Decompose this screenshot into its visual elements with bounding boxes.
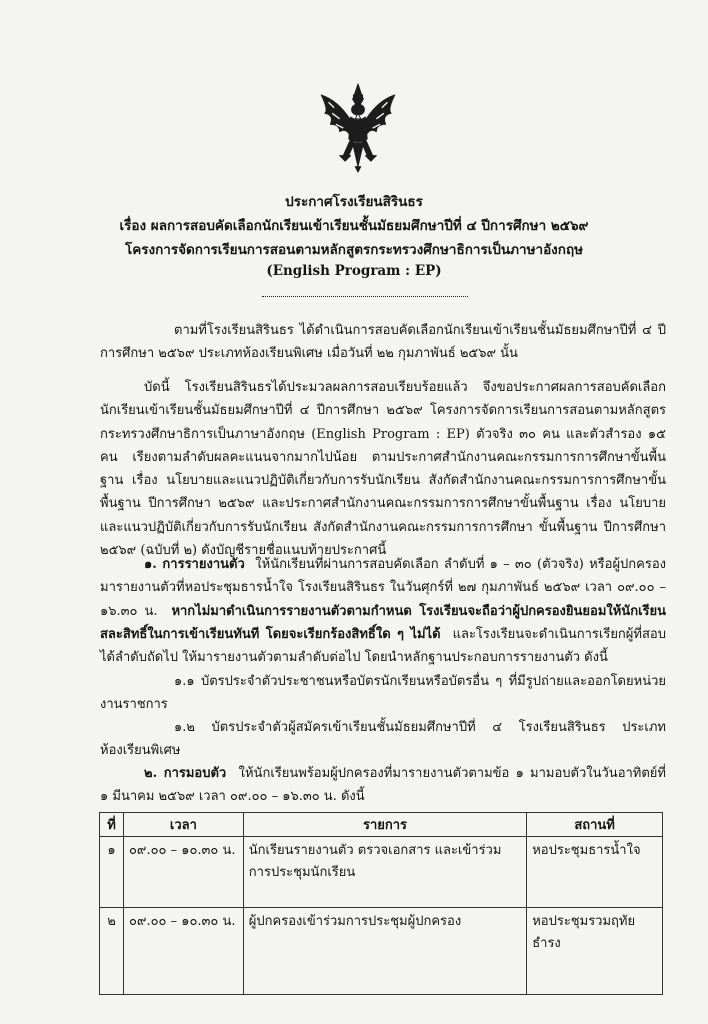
section-1-tail: และโรงเรียนจะดำเนินการเรียกผู้ที่สอบได้ลำดับถัดไป ให้มารายงานตัวตามลำดับต่อไป โดยนำหลักฐานประกอบการรายงานตัว ดังนี้: [100, 626, 666, 666]
announcement-subject: เรื่อง ผลการสอบคัดเลือกนักเรียนเข้าเรียนชั้นมัธยมศึกษาปีที่ ๔ ปีการศึกษา ๒๕๖๙: [119, 218, 589, 234]
section-1-heading: ๑. การรายงานตัว: [144, 557, 245, 572]
row-time: ๐๙.๐๐ – ๑๐.๓๐ น.: [123, 908, 243, 995]
section-1-text: ให้นักเรียนที่ผ่านการสอบคัดเลือก ลำดับที่ ๑ – ๓๐ (ตัวจริง) หรือผู้ปกครอง มารายงานตัวที่หอประชุมธารน้ำใจ โรงเรียนสิรินธร ในวันศุกร์ที่ ๒๗ กุมภาพันธ์ ๒๕๖๙ เวลา ๐๙.๐๐ – ๑๖.๓๐ น.: [100, 557, 667, 619]
section-1-item-1: ๑.๑ บัตรประจำตัวประชาชนหรือบัตรนักเรียนหรือบัตรอื่น ๆ ที่มีรูปถ่ายและออกโดยหน่วยงานราชการ: [100, 674, 666, 713]
header-item: รายการ: [243, 813, 526, 837]
table-row: [100, 908, 663, 995]
row-item: ผู้ปกครองเข้าร่วมการประชุมผู้ปกครอง: [243, 908, 526, 995]
table-header-row: [100, 813, 663, 837]
program-name: โครงการจัดการเรียนการสอนตามหลักสูตรกระทรวงศึกษาธิการเป็นภาษาอังกฤษ: [124, 242, 584, 258]
row-item: นักเรียนรายงานตัว ตรวจเอกสาร และเข้าร่วมการประชุมนักเรียน: [243, 837, 526, 908]
dotted-divider: [262, 296, 468, 297]
section-1-item-2: ๑.๒ บัตรประจำตัวผู้สมัครเข้าเรียนชั้นมัธยมศึกษาปีที่ ๔ โรงเรียนสิรินธร ประเภทห้องเรียนพิเศษ: [100, 720, 666, 759]
row-no: ๒: [100, 908, 124, 995]
header-no: ที่: [100, 813, 124, 837]
section-2-text: ให้นักเรียนพร้อมผู้ปกครองที่มารายงานตัวตามข้อ ๑ มามอบตัวในวันอาทิตย์ที่ ๑ มีนาคม ๒๕๖๙ เวลา ๐๙.๐๐ – ๑๖.๓๐ น. ดังนี้: [100, 766, 666, 805]
row-place: หอประชุมธารน้ำใจ: [527, 837, 663, 908]
schedule-table: [99, 812, 663, 995]
garuda-emblem-icon: [312, 82, 404, 174]
section-1-warning: หากไม่มาดำเนินการรายงานตัวตามกำหนด โรงเรียนจะถือว่าผู้ปกครองยินยอมให้นักเรียนสละสิทธิ์ในการเข้าเรียนทันที โดยจะเรียกร้องสิทธิ์ใด ๆ ไม่ได้: [100, 603, 666, 642]
row-time: ๐๙.๐๐ – ๑๐.๓๐ น.: [123, 837, 243, 908]
section-2-heading: ๒. การมอบตัว: [144, 766, 227, 781]
intro-paragraph: ตามที่โรงเรียนสิรินธร ได้ดำเนินการสอบคัดเลือกนักเรียนเข้าเรียนชั้นมัธยมศึกษาปีที่ ๔ ปีการศึกษา ๒๕๖๙ ประเภทห้องเรียนพิเศษ เมื่อวันที่ ๒๒ กุมภาพันธ์ ๒๕๖๙ นั้น: [100, 323, 666, 362]
announcement-title: ประกาศโรงเรียนสิรินธร: [285, 194, 423, 210]
header-place: สถานที่: [527, 813, 663, 837]
table-row: [100, 837, 663, 908]
section-2-paragraph: [100, 762, 666, 809]
section-1-paragraph: [100, 553, 666, 669]
program-abbrev: (English Program : EP): [266, 263, 442, 279]
header-time: เวลา: [123, 813, 243, 837]
body-paragraph: บัดนี้ โรงเรียนสิรินธรได้ประมวลผลการสอบเรียบร้อยแล้ว จึงขอประกาศผลการสอบคัดเลือกนักเรียนเข้าเรียนชั้นมัธยมศึกษาปีที่ ๔ ปีการศึกษา ๒๕๖๙ โครงการจัดการเรียนการสอนตามหลักสูตรกระทรวงศึกษาธิการเป็นภาษาอังกฤษ (English Program : EP) ตัวจริง ๓๐ คน และตัวสำรอง ๑๕ คน เรียงตามลำดับผลคะแนนจากมากไปน้อย ตามประกาศสำนักงานคณะกรรมการการศึกษาขั้นพื้นฐาน เรื่อง นโยบายและแนวปฏิบัติเกี่ยวกับการรับนักเรียน สังกัดสำนักงานคณะกรรมการการศึกษาขั้นพื้นฐาน ปีการศึกษา ๒๕๖๙ และประกาศสำนักงานคณะกรรมการการศึกษาขั้นพื้นฐาน เรื่อง นโยบายและแนวปฏิบัติเกี่ยวกับการรับนักเรียน สังกัดสำนักงานคณะกรรมการการศึกษา ขั้นพื้นฐาน ปีการศึกษา ๒๕๖๙ (ฉบับที่ ๒) ดังบัญชีรายชื่อแนบท้ายประกาศนี้: [100, 380, 666, 559]
row-place: หอประชุมรวมฤทัยธำรง: [527, 908, 663, 995]
row-no: ๑: [100, 837, 124, 908]
